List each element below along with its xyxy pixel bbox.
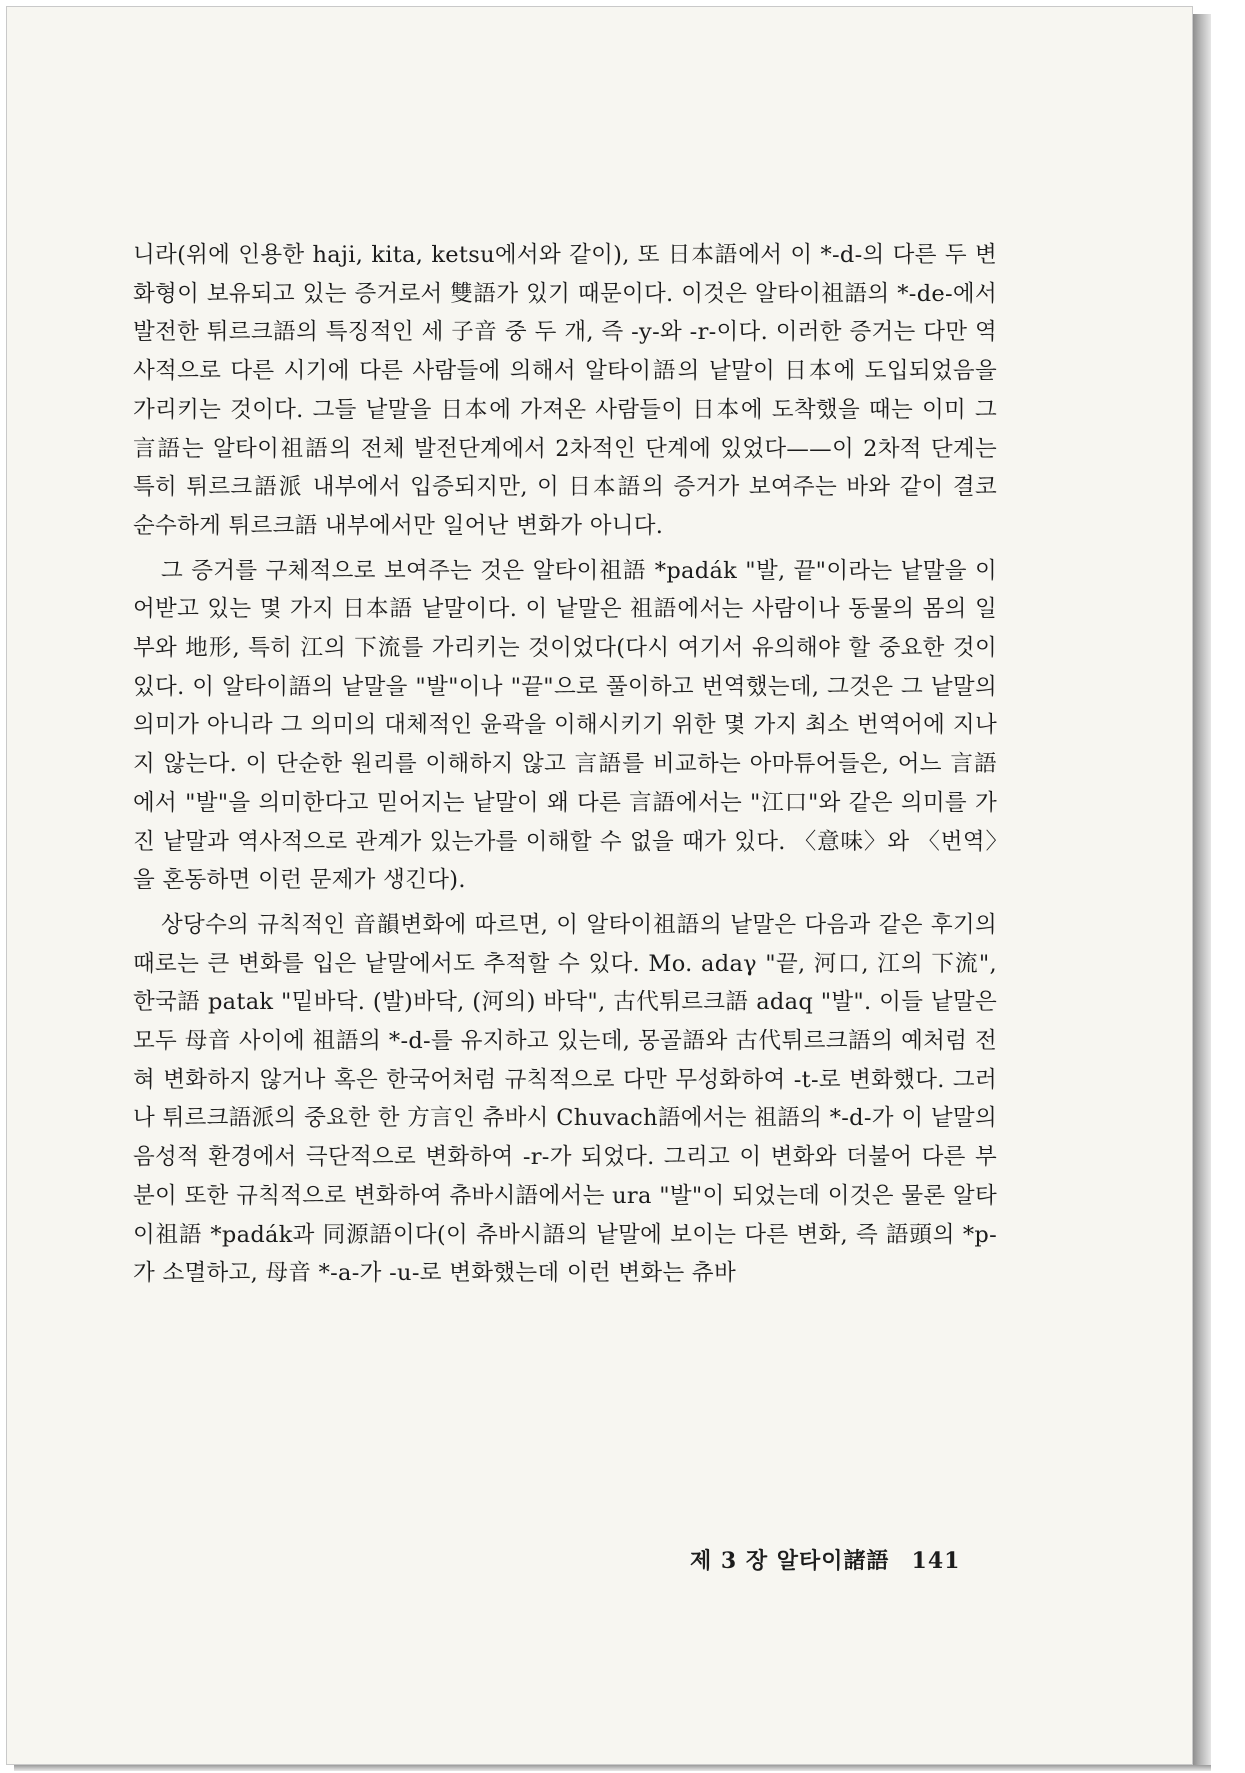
- chapter-title: 제 3 장 알타이諸語: [690, 1548, 890, 1574]
- paragraph-3: 상당수의 규칙적인 音韻변화에 따르면, 이 알타이祖語의 낱말은 다음과 같은 후기의 때로는 큰 변화를 입은 낱말에서도 추적할 수 있다. Mo. adaγ "끝, 河口, 江의 下流", 한국語 patak "밑바닥. (발)바닥, (河의) 바닥", 古代튀르크語 adaq "발". 이들 낱말은 모두 母音 사이에 祖語의 *-d-를 유지하고 있는데, 몽골語와 古代튀르크語의 예처럼 전혀 변화하지 않거나 혹은 한국어처럼 규칙적으로 다만 무성화하여 -t-로 변화했다. 그러나 튀르크語派의 중요한 한 方言인 츄바시 Chuvach語에서는 祖語의 *-d-가 이 낱말의 음성적 환경에서 극단적으로 변화하여 -r-가 되었다. 그리고 이 변화와 더불어 다른 부분이 또한 규칙적으로 변화하여 츄바시語에서는 ura "발"이 되었는데 이것은 물론 알타이祖語 *padák과 同源語이다(이 츄바시語의 낱말에 보이는 다른 변화, 즉 語頭의 *p-가 소멸하고, 母音 *-a-가 -u-로 변화했는데 이런 변화는 츄바: [133, 911, 997, 1287]
- page-footer: [690, 1544, 1010, 1575]
- paragraph-1: 니라(위에 인용한 haji, kita, ketsu에서와 같이), 또 日本語에서 이 *-d-의 다른 두 변화형이 보유되고 있는 증거로서 雙語가 있기 때문이다. 이것은 알타이祖語의 *-de-에서 발전한 튀르크語의 특징적인 세 子音 중 두 개, 즉 -y-와 -r-이다. 이러한 증거는 다만 역사적으로 다른 시기에 다른 사람들에 의해서 알타이語의 낱말이 日本에 도입되었음을 가리키는 것이다. 그들 낱말을 日本에 가져온 사람들이 日本에 도착했을 때는 이미 그 言語는 알타이祖語의 전체 발전단계에서 2차적인 단계에 있었다——이 2차적 단계는 특히 튀르크語派 내부에서 입증되지만, 이 日本語의 증거가 보여주는 바와 같이 결코 순수하게 튀르크語 내부에서만 일어난 변화가 아니다.: [133, 242, 997, 539]
- page-body: [133, 236, 997, 1299]
- page-number: 141: [911, 1548, 961, 1574]
- page-bottom-shadow: [14, 1765, 1211, 1771]
- page-edge-shadow: [1193, 14, 1211, 1766]
- paragraph-2: 그 증거를 구체적으로 보여주는 것은 알타이祖語 *padák "발, 끝"이라는 낱말을 이어받고 있는 몇 가지 日本語 낱말이다. 이 낱말은 祖語에서는 사람이나 동물의 몸의 일부와 地形, 특히 江의 下流를 가리키는 것이었다(다시 여기서 유의해야 할 중요한 것이 있다. 이 알타이語의 낱말을 "발"이나 "끝"으로 풀이하고 번역했는데, 그것은 그 낱말의 의미가 아니라 그 의미의 대체적인 윤곽을 이해시키기 위한 몇 가지 최소 번역어에 지나지 않는다. 이 단순한 원리를 이해하지 않고 言語를 비교하는 아마튜어들은, 어느 言語에서 "발"을 의미한다고 믿어지는 낱말이 왜 다른 言語에서는 "江口"와 같은 의미를 가진 낱말과 역사적으로 관계가 있는가를 이해할 수 없을 때가 있다. 〈意味〉와 〈번역〉을 혼동하면 이런 문제가 생긴다).: [133, 557, 997, 894]
